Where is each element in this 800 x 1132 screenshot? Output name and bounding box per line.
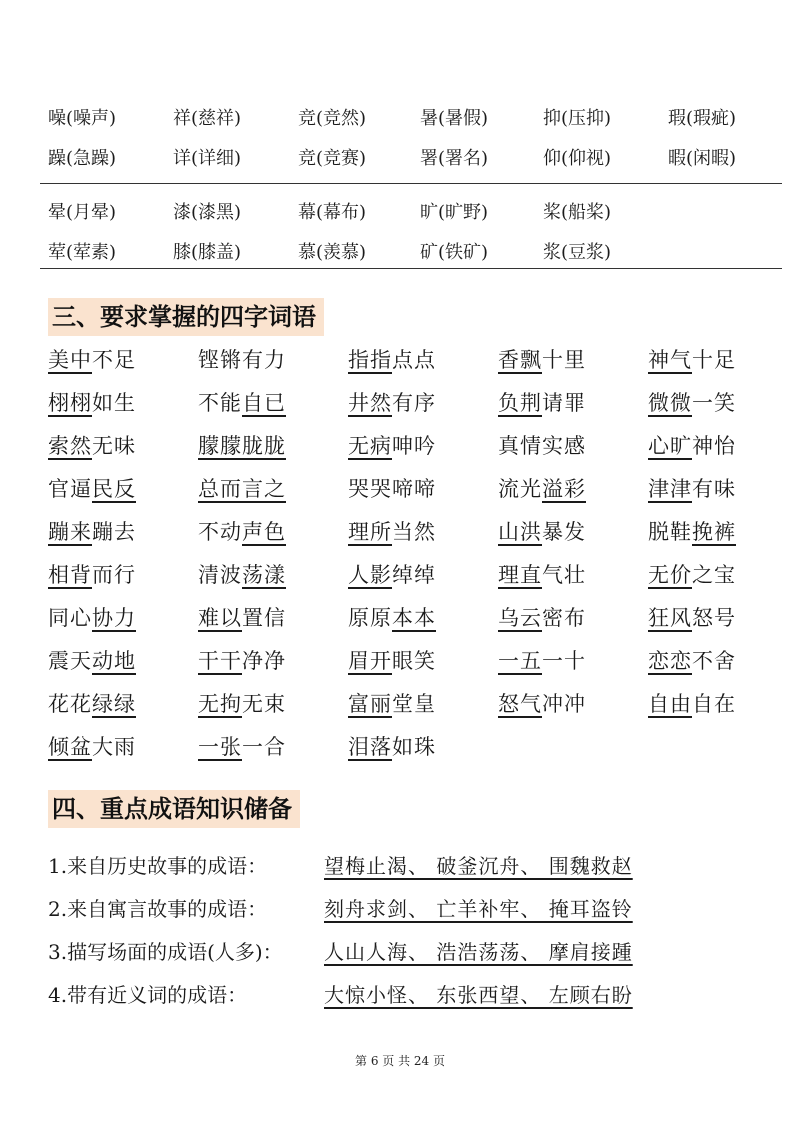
knowledge-row (48, 891, 788, 927)
idiom: 微微一笑 (648, 391, 736, 415)
char-entry: 幕(幕布) (298, 202, 367, 223)
char-table-row (48, 144, 788, 174)
idiom: 官逼民反 (48, 477, 136, 501)
char-entry: 抑(压抑) (543, 108, 612, 129)
idiom: 一五一十 (498, 649, 586, 673)
idiom: 人影绰绰 (348, 563, 436, 587)
idiom: 山洪暴发 (498, 520, 586, 544)
char-entry: 漆(漆黑) (173, 202, 242, 223)
idiom: 难以置信 (198, 606, 286, 630)
idiom: 真情实感 (498, 434, 586, 458)
knowledge-label: 3.描写场面的成语(人多)： (48, 940, 283, 964)
knowledge-idioms: 人山人海、 浩浩荡荡、 摩肩接踵 (324, 940, 633, 964)
idiom: 眉开眼笑 (348, 649, 436, 673)
table-divider (40, 183, 782, 184)
idiom: 倾盆大雨 (48, 735, 136, 759)
idiom: 相背而行 (48, 563, 136, 587)
idiom: 清波荡漾 (198, 563, 286, 587)
char-table-row (48, 198, 788, 228)
idiom: 泪落如珠 (348, 735, 436, 759)
idiom: 理所当然 (348, 520, 436, 544)
idiom-row (48, 342, 788, 382)
idiom: 索然无味 (48, 434, 136, 458)
knowledge-idioms: 望梅止渴、 破釜沉舟、 围魏救赵 (324, 854, 633, 878)
char-entry: 矿(铁矿) (420, 242, 489, 263)
idiom: 津津有味 (648, 477, 736, 501)
char-entry: 暑(暑假) (420, 108, 489, 129)
idiom: 蹦来蹦去 (48, 520, 136, 544)
idiom: 乌云密布 (498, 606, 586, 630)
idiom-row (48, 686, 788, 726)
idiom-row (48, 600, 788, 640)
idiom: 铿锵有力 (198, 348, 286, 372)
knowledge-label: 1.来自历史故事的成语： (48, 854, 268, 878)
idiom: 神气十足 (648, 348, 736, 372)
char-entry: 膝(膝盖) (173, 242, 242, 263)
idiom: 总而言之 (198, 477, 286, 501)
knowledge-row (48, 977, 788, 1013)
char-entry: 晕(月晕) (48, 202, 117, 223)
char-entry: 噪(噪声) (48, 108, 117, 129)
idiom: 花花绿绿 (48, 692, 136, 716)
idiom: 一张一合 (198, 735, 286, 759)
char-entry: 暇(闲暇) (668, 148, 737, 169)
idiom-row (48, 428, 788, 468)
char-entry: 竞(竞赛) (298, 148, 367, 169)
idiom: 自由自在 (648, 692, 736, 716)
page-number: 第 6 页 共 24 页 (355, 1054, 445, 1068)
idiom: 井然有序 (348, 391, 436, 415)
idiom: 恋恋不舍 (648, 649, 736, 673)
knowledge-row (48, 848, 788, 884)
char-table-row (48, 104, 788, 134)
idiom-row (48, 471, 788, 511)
idiom-row (48, 557, 788, 597)
idiom: 指指点点 (348, 348, 436, 372)
table-divider (40, 268, 782, 269)
knowledge-label: 4.带有近义词的成语： (48, 983, 248, 1007)
idiom: 怒气冲冲 (498, 692, 586, 716)
idiom: 哭哭啼啼 (348, 477, 436, 501)
idiom-row (48, 514, 788, 554)
idiom-row (48, 385, 788, 425)
idiom: 无价之宝 (648, 563, 736, 587)
knowledge-row (48, 934, 788, 970)
knowledge-idioms: 刻舟求剑、 亡羊补牢、 掩耳盗铃 (324, 897, 633, 921)
idiom: 栩栩如生 (48, 391, 136, 415)
char-entry: 详(详细) (173, 148, 242, 169)
idiom: 美中不足 (48, 348, 136, 372)
char-entry: 仰(仰视) (543, 148, 612, 169)
section-heading: 四、重点成语知识储备 (48, 790, 300, 828)
char-entry: 荤(荤素) (48, 242, 117, 263)
idiom: 富丽堂皇 (348, 692, 436, 716)
char-entry: 浆(豆浆) (543, 242, 612, 263)
idiom: 香飘十里 (498, 348, 586, 372)
char-table-row (48, 238, 788, 268)
idiom: 流光溢彩 (498, 477, 586, 501)
idiom: 朦朦胧胧 (198, 434, 286, 458)
char-entry: 旷(旷野) (420, 202, 489, 223)
idiom: 脱鞋挽裤 (648, 520, 736, 544)
idiom-row (48, 729, 788, 769)
char-entry: 桨(船桨) (543, 202, 612, 223)
knowledge-idioms: 大惊小怪、 东张西望、 左顾右盼 (324, 983, 633, 1007)
char-entry: 竞(竞然) (298, 108, 367, 129)
idiom: 无病呻吟 (348, 434, 436, 458)
char-entry: 躁(急躁) (48, 148, 117, 169)
idiom: 震天动地 (48, 649, 136, 673)
section-heading: 三、要求掌握的四字词语 (48, 298, 324, 336)
char-entry: 祥(慈祥) (173, 108, 242, 129)
idiom: 原原本本 (348, 606, 436, 630)
char-entry: 署(署名) (420, 148, 489, 169)
idiom: 不能自已 (198, 391, 286, 415)
idiom: 不动声色 (198, 520, 286, 544)
char-entry: 瑕(瑕疵) (668, 108, 737, 129)
idiom: 心旷神怡 (648, 434, 736, 458)
idiom: 干干净净 (198, 649, 286, 673)
char-entry: 慕(羡慕) (298, 242, 367, 263)
idiom: 负荆请罪 (498, 391, 586, 415)
knowledge-label: 2.来自寓言故事的成语： (48, 897, 268, 921)
idiom-row (48, 643, 788, 683)
idiom: 同心协力 (48, 606, 136, 630)
idiom: 狂风怒号 (648, 606, 736, 630)
idiom: 无拘无束 (198, 692, 286, 716)
idiom: 理直气壮 (498, 563, 586, 587)
